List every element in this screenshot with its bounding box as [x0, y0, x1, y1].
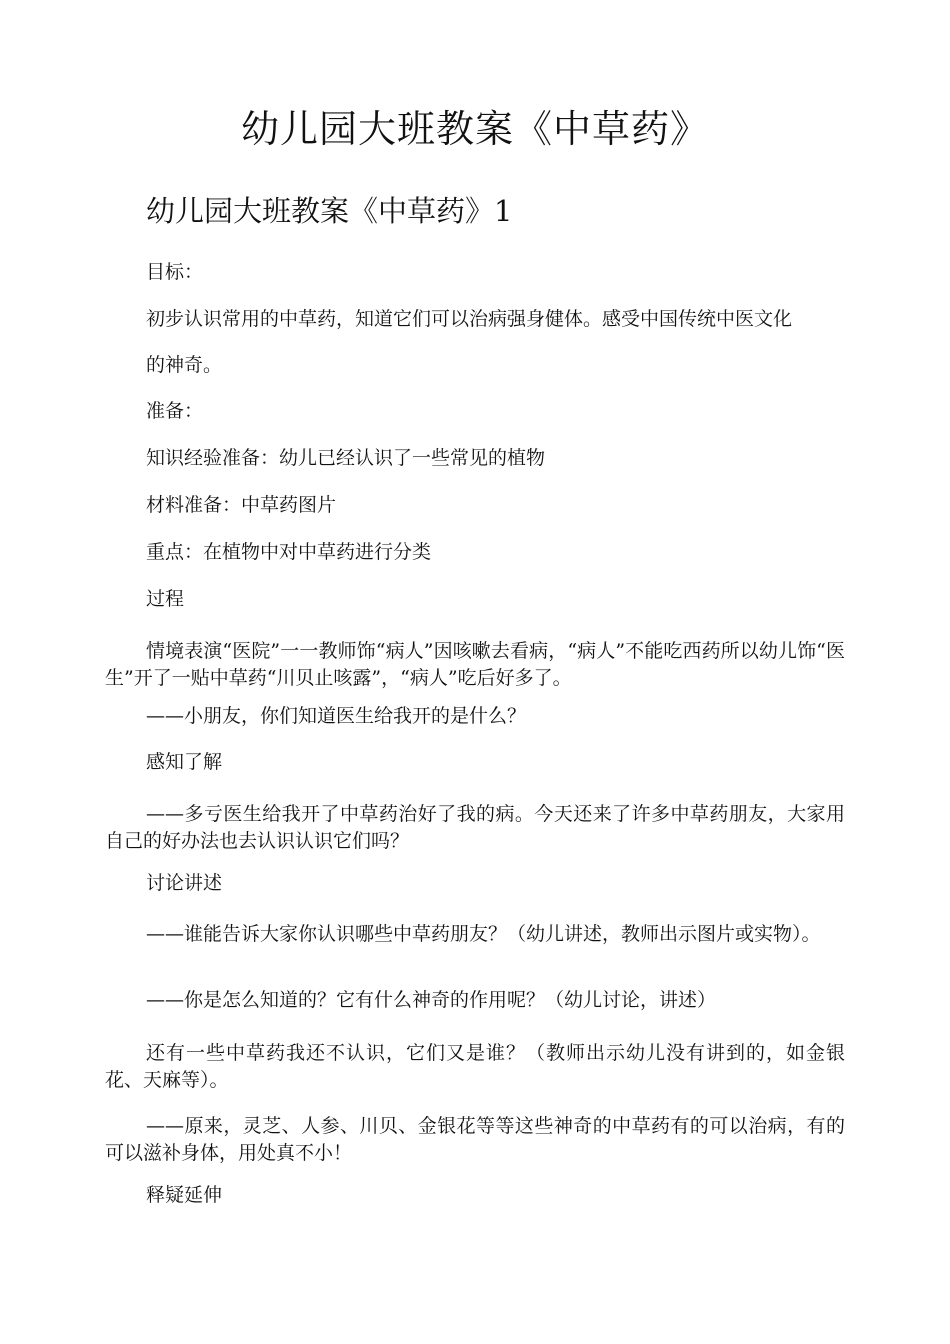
extend-label: 释疑延伸	[146, 1184, 223, 1206]
prep-label: 准备：	[146, 400, 204, 422]
question-1: ——小朋友，你们知道医生给我开的是什么？	[146, 705, 527, 727]
discuss-line-2: ——你是怎么知道的？它有什么神奇的作用呢？（幼儿讨论，讲述）	[146, 989, 717, 1011]
perceive-paragraph: ——多亏医生给我开了中草药治好了我的病。今天还来了许多中草药朋友，大家用自己的好办法也去认识认识它们吗？	[105, 803, 845, 852]
key-point: 重点：在植物中对中草药进行分类	[146, 541, 432, 563]
prep-knowledge: 知识经验准备：幼儿已经认识了一些常见的植物	[146, 447, 546, 469]
perceive-label: 感知了解	[146, 751, 223, 773]
goal-text-line2: 的神奇。	[146, 354, 223, 376]
discuss-label: 讨论讲述	[146, 872, 223, 894]
process-label: 过程	[146, 588, 185, 610]
scene-paragraph: 情境表演“医院”一一教师饰“病人”因咳嗽去看病，“病人”不能吃西药所以幼儿饰“医生”开了一贴中草药“川贝止咳露”，“病人”吃后好多了。	[105, 640, 845, 689]
prep-material: 材料准备：中草药图片	[146, 494, 337, 516]
discuss-paragraph-3: 还有一些中草药我还不认识，它们又是谁？（教师出示幼儿没有讲到的，如金银花、天麻等）。	[105, 1042, 845, 1091]
document-title: 幼儿园大班教案《中草药》	[240, 107, 709, 151]
section-heading: 幼儿园大班教案《中草药》1	[146, 194, 513, 228]
discuss-paragraph-4: ——原来，灵芝、人参、川贝、金银花等等这些神奇的中草药有的可以治病，有的可以滋补身体，用处真不小！	[105, 1115, 845, 1164]
discuss-paragraph-1: ——谁能告诉大家你认识哪些中草药朋友？（幼儿讲述，教师出示图片或实物）。	[146, 923, 821, 945]
goal-label: 目标：	[146, 261, 204, 283]
goal-text-line1: 初步认识常用的中草药，知道它们可以治病强身健体。感受中国传统中医文化	[146, 308, 793, 330]
